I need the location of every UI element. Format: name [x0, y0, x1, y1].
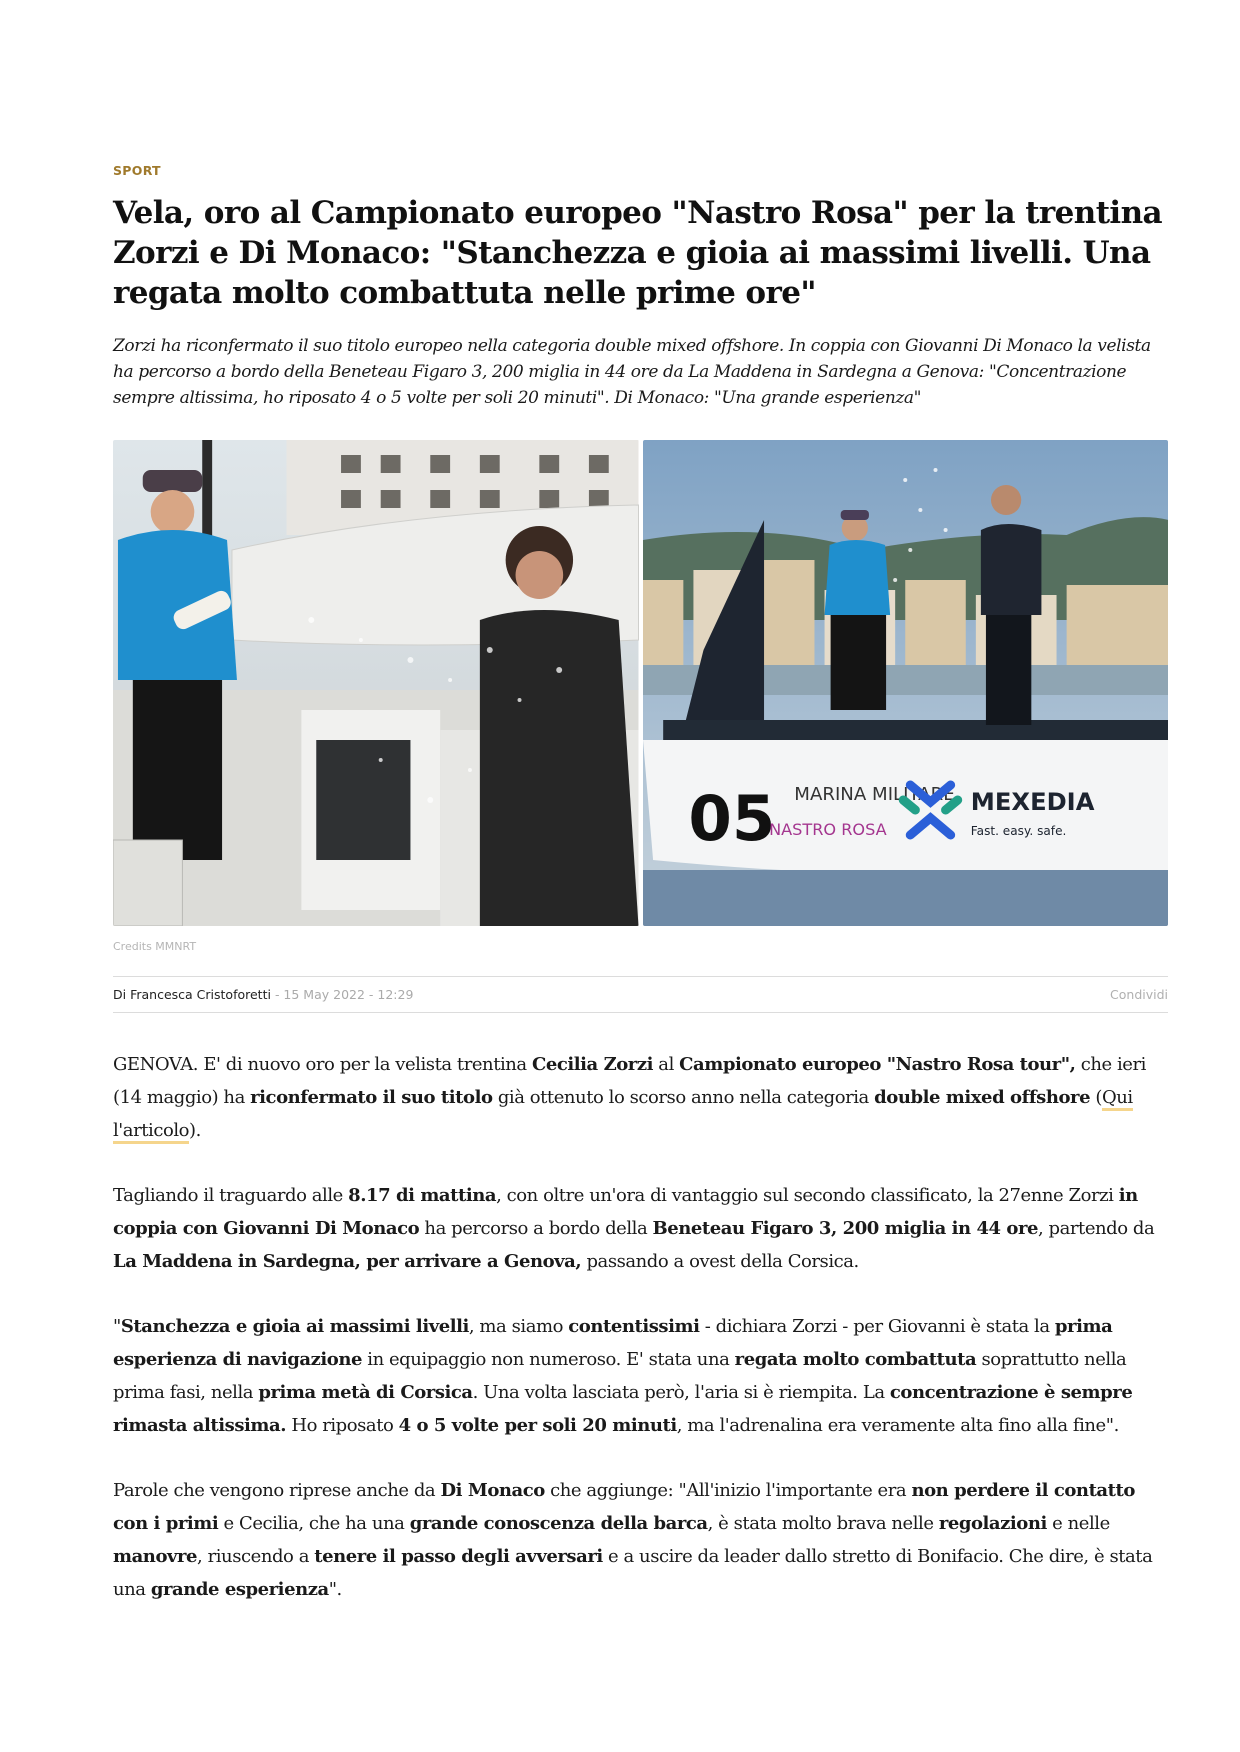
- text-run: Parole che vengono riprese anche da: [113, 1480, 441, 1501]
- article-subtitle: Zorzi ha riconfermato il suo titolo europeo nella categoria double mixed offshore. In coppia con Giovanni Di Monaco la velista ha percorso a bordo della Beneteau Figaro 3, 200 miglia in 44 ore da La Maddena in Sardegna a Genova: "Concentrazione sempre altissima, ho riposato 4 o 5 volte per soli 20 minuti". Di Monaco: "Una grande esperienza": [113, 336, 1151, 408]
- body-paragraph: [113, 1310, 1168, 1442]
- bold-text: concentrazione è sempre rimasta altissima.: [113, 1382, 1133, 1436]
- text-run: , ma siamo: [468, 1316, 569, 1337]
- divider-bottom: [113, 1012, 1168, 1013]
- text-run: , ma l'adrenalina era veramente alta fino alla fine".: [676, 1415, 1119, 1436]
- byline-prefix: Di: [113, 987, 127, 1002]
- text-run: ha percorso a bordo della: [419, 1218, 653, 1239]
- photo-celebration-champagne: [113, 440, 639, 926]
- bold-text: contentissimi: [568, 1316, 700, 1337]
- text-run: e Cecilia, che ha una: [218, 1513, 410, 1534]
- bold-text: non perdere il contatto con i primi: [113, 1480, 1135, 1534]
- bold-text: Campionato europeo "Nastro Rosa tour",: [679, 1054, 1076, 1075]
- bold-text: tenere il passo degli avversari: [314, 1546, 603, 1567]
- photo-gallery: [113, 440, 1168, 926]
- body-paragraph: [113, 1048, 1168, 1147]
- text-run: ).: [189, 1120, 201, 1141]
- bold-text: grande conoscenza della barca: [409, 1513, 708, 1534]
- text-run: . Una volta lasciata però, l'aria si è riempita. La: [472, 1382, 890, 1403]
- text-run: e nelle: [1046, 1513, 1110, 1534]
- category-label[interactable]: SPORT: [113, 163, 161, 178]
- sponsor-marina-militare: MARINA MILITARE: [793, 784, 955, 805]
- text-run: in equipaggio non numeroso. E' stata una: [361, 1349, 735, 1370]
- text-run: che aggiunge: "All'inizio l'importante era: [544, 1480, 912, 1501]
- text-run: , con oltre un'ora di vantaggio sul secondo classificato, la 27enne Zorzi: [496, 1185, 1119, 1206]
- sail-number: 05: [687, 782, 775, 855]
- author-name[interactable]: Francesca Cristoforetti: [130, 987, 271, 1002]
- sponsor-nastro-rosa: NASTRO ROSA: [768, 820, 887, 839]
- text-run: - dichiara Zorzi - per Giovanni è stata la: [699, 1316, 1055, 1337]
- bold-text: Cecilia Zorzi: [531, 1054, 654, 1075]
- photo-boat-05-celebration: [643, 440, 1169, 926]
- text-run: , partendo da: [1038, 1218, 1155, 1239]
- share-button[interactable]: Condividi: [1110, 987, 1168, 1002]
- text-run: già ottenuto lo scorso anno nella categoria: [492, 1087, 875, 1108]
- text-run: ": [113, 1316, 121, 1337]
- bold-text: riconfermato il suo titolo: [250, 1087, 493, 1108]
- byline: [113, 987, 1168, 1002]
- bold-text: Di Monaco: [440, 1480, 545, 1501]
- body-paragraph: [113, 1474, 1168, 1606]
- article-link[interactable]: Qui l'articolo: [113, 1087, 1133, 1144]
- sponsor-mexedia-tagline: Fast. easy. safe.: [970, 824, 1066, 838]
- bold-text: manovre: [113, 1546, 198, 1567]
- text-run: e a uscire da leader dallo stretto di Bonifacio. Che dire, è stata una: [113, 1546, 1153, 1600]
- text-run: al: [653, 1054, 680, 1075]
- photo-credits: Credits MMNRT: [113, 940, 197, 953]
- text-run: (: [1090, 1087, 1102, 1108]
- text-run: ".: [328, 1579, 342, 1600]
- text-run: Ho riposato: [286, 1415, 399, 1436]
- bold-text: prima metà di Corsica: [258, 1382, 473, 1403]
- text-run: , riuscendo a: [197, 1546, 315, 1567]
- bold-text: regolazioni: [938, 1513, 1047, 1534]
- bold-text: prima esperienza di navigazione: [113, 1316, 1113, 1370]
- article-title: Vela, oro al Campionato europeo "Nastro Rosa" per la trentina Zorzi e Di Monaco: "Stanchezza e gioia ai massimi livelli. Una regata molto combattuta nelle prime ore": [113, 195, 1163, 311]
- byline-info: [113, 987, 413, 1002]
- bold-text: regata molto combattuta: [734, 1349, 977, 1370]
- bold-text: Beneteau Figaro 3, 200 miglia in 44 ore: [652, 1218, 1038, 1239]
- bold-text: La Maddena in Sardegna, per arrivare a Genova,: [113, 1251, 582, 1272]
- text-run: soprattutto nella prima fasi, nella: [113, 1349, 1127, 1403]
- sponsor-mexedia: MEXEDIA: [970, 788, 1094, 816]
- text-run: , è stata molto brava nelle: [707, 1513, 939, 1534]
- divider-top: [113, 976, 1168, 977]
- bold-text: double mixed offshore: [874, 1087, 1091, 1108]
- article-body: [113, 1048, 1168, 1638]
- text-run: GENOVA. E' di nuovo oro per la velista trentina: [113, 1054, 532, 1075]
- bold-text: in coppia con Giovanni Di Monaco: [113, 1185, 1138, 1239]
- bold-text: grande esperienza: [150, 1579, 329, 1600]
- text-run: passando a ovest della Corsica.: [581, 1251, 859, 1272]
- text-run: che ieri (14 maggio) ha: [113, 1054, 1146, 1108]
- body-paragraph: [113, 1179, 1168, 1278]
- publish-date: - 15 May 2022 - 12:29: [270, 987, 414, 1002]
- bold-text: 4 o 5 volte per soli 20 minuti: [398, 1415, 677, 1436]
- photo-left[interactable]: [113, 440, 639, 926]
- photo-right[interactable]: [643, 440, 1169, 926]
- text-run: Tagliando il traguardo alle: [113, 1185, 349, 1206]
- bold-text: Stanchezza e gioia ai massimi livelli: [120, 1316, 469, 1337]
- bold-text: 8.17 di mattina: [348, 1185, 497, 1206]
